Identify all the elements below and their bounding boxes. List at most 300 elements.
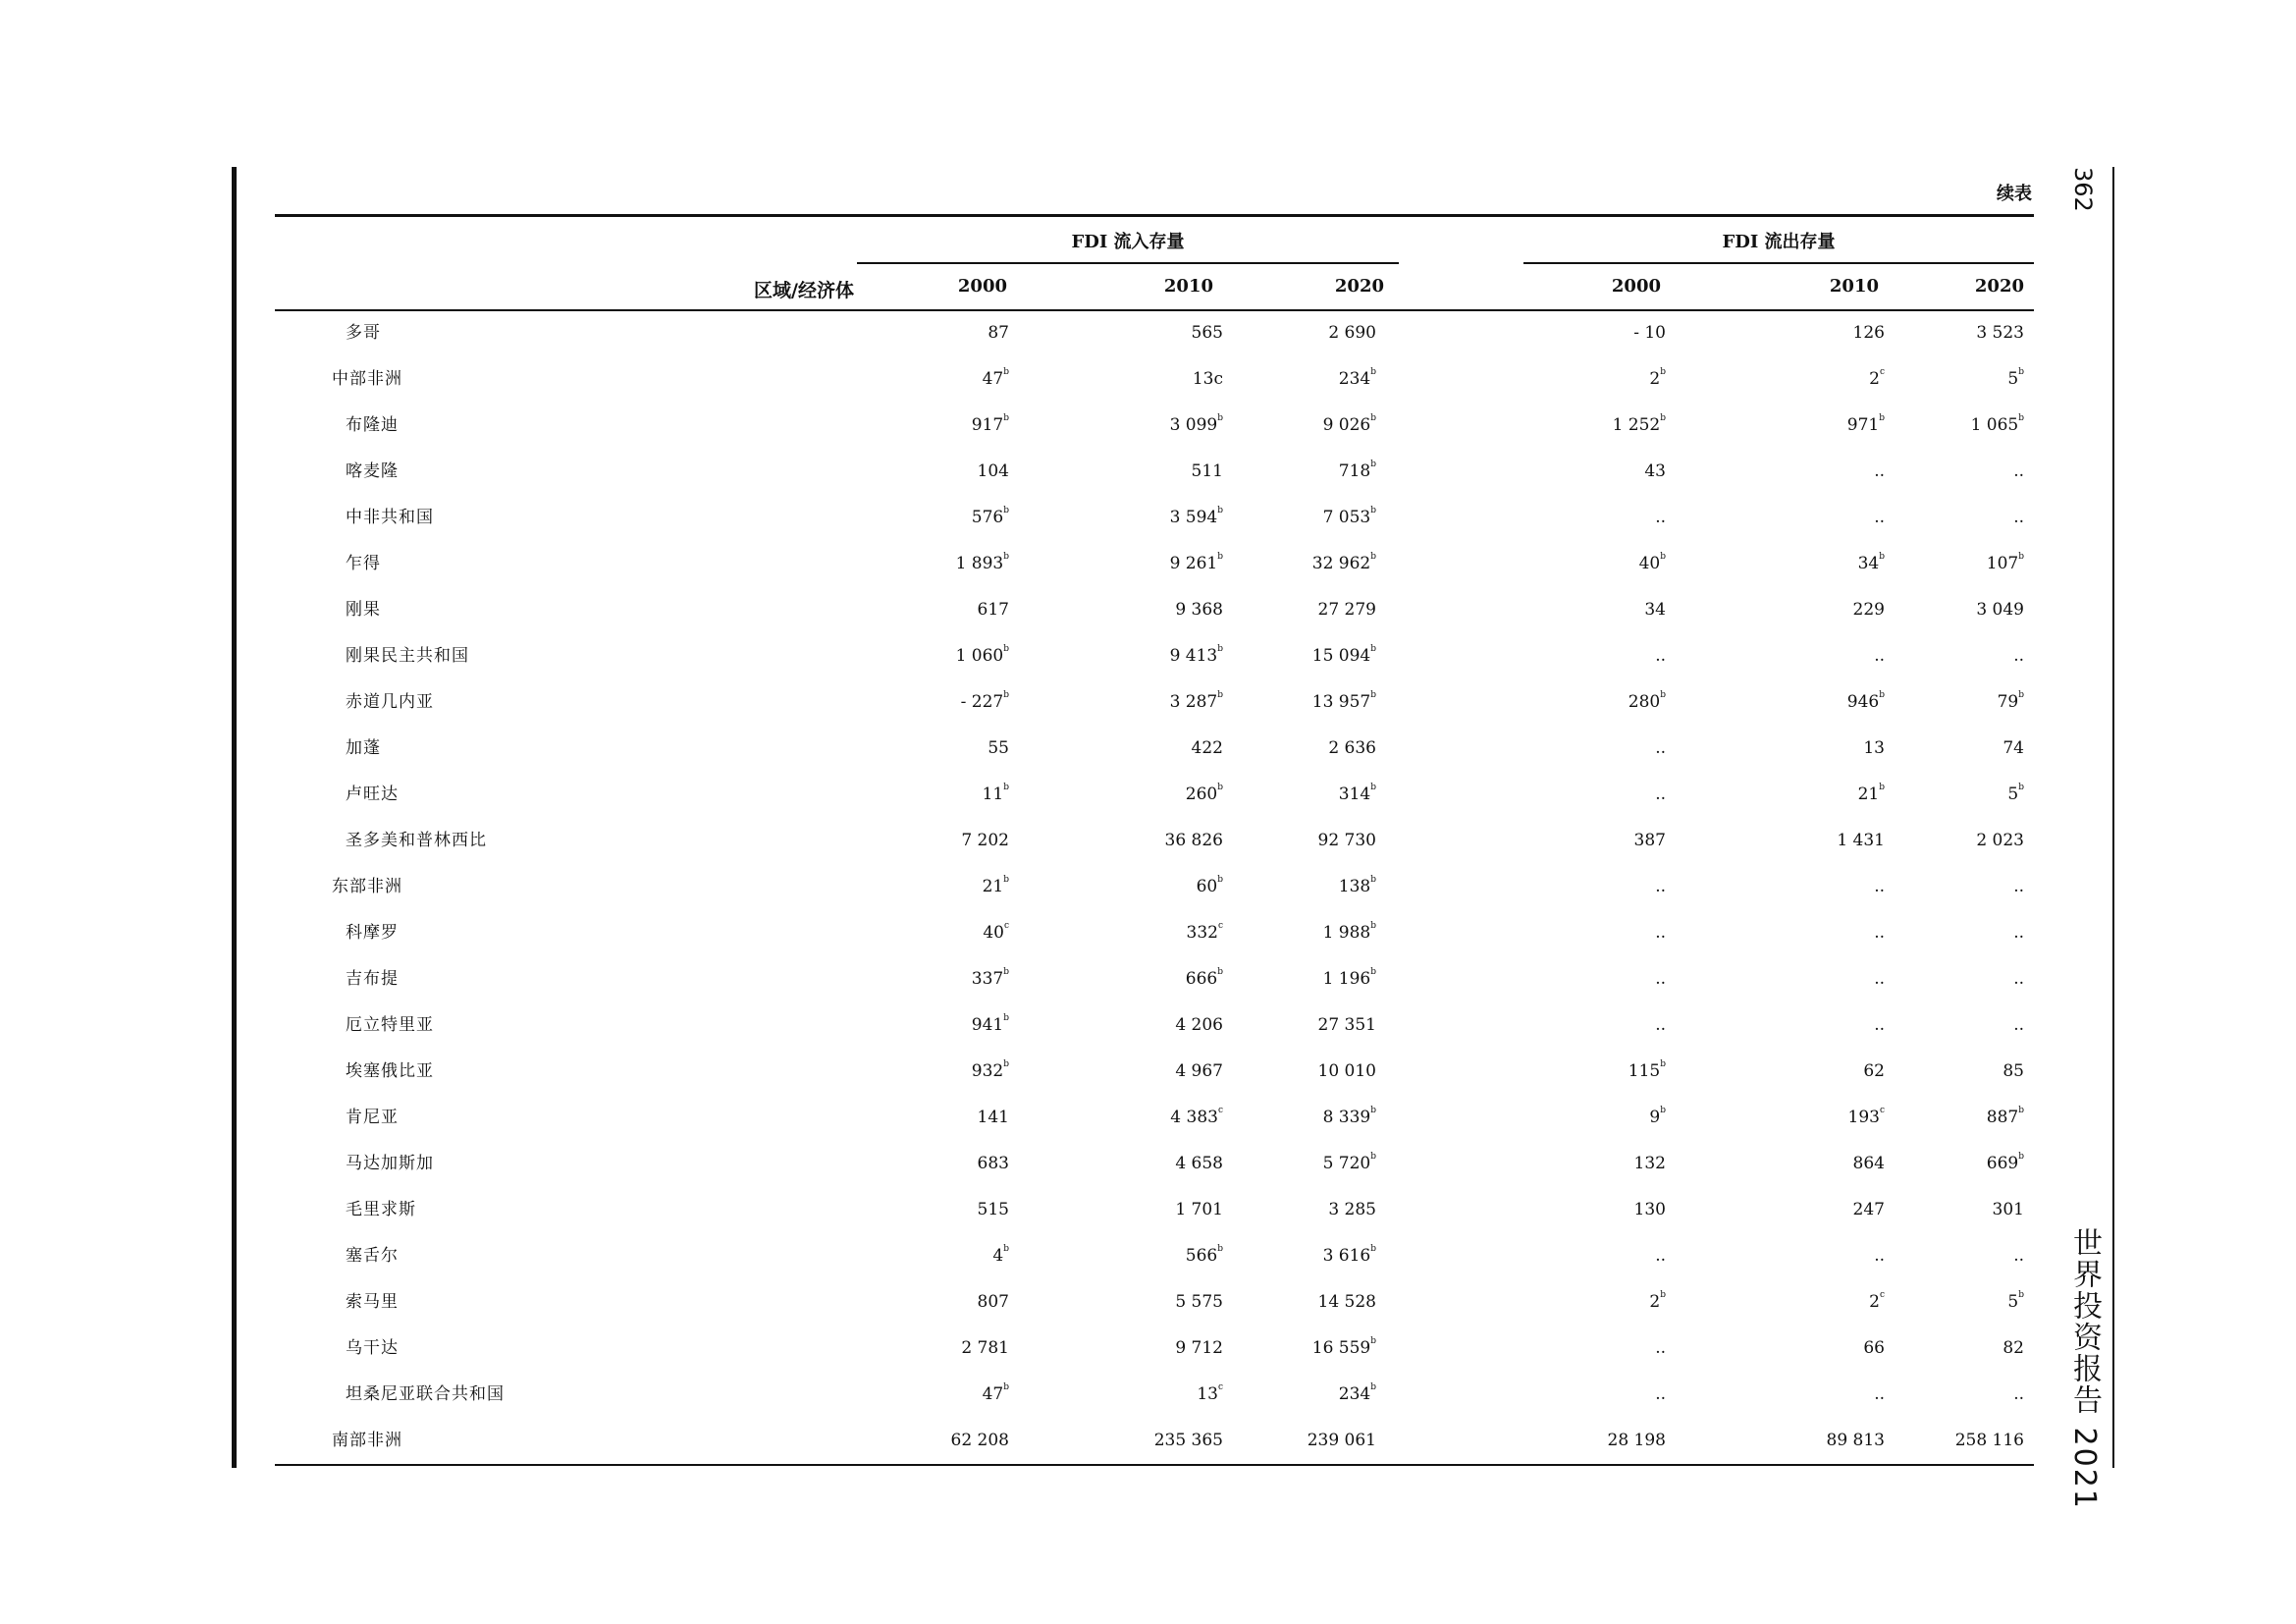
economy-name: 塞舌尔: [346, 1246, 399, 1266]
cell-value: 107: [1986, 554, 2019, 573]
table-cell: [1655, 971, 1666, 988]
cell-value: ..: [1655, 1246, 1666, 1266]
table-cell: [2007, 367, 2024, 389]
table-cell: [978, 602, 1009, 619]
table-row: [275, 1280, 2034, 1326]
table-cell: [1328, 1202, 1376, 1218]
cell-value: 87: [988, 323, 1009, 343]
cell-footnote-mark: b: [1879, 783, 1885, 792]
table-cell: [1185, 1244, 1223, 1266]
cell-value: 3 285: [1328, 1200, 1376, 1219]
right-margin-line: [2112, 167, 2114, 1468]
table-cell: [2013, 463, 2024, 480]
cell-value: 126: [1852, 323, 1885, 343]
table-body: [275, 311, 2034, 1465]
cell-footnote-mark: b: [2018, 690, 2024, 700]
cell-footnote-mark: b: [1003, 552, 1009, 562]
table-cell: [1322, 1106, 1376, 1127]
table-cell: [1986, 552, 2024, 573]
cell-footnote-mark: b: [1370, 1106, 1376, 1115]
economy-name: 多哥: [346, 323, 381, 343]
cell-value: ..: [2013, 1015, 2024, 1035]
cell-footnote-mark: b: [1370, 1244, 1376, 1254]
table-cell: [1649, 1106, 1666, 1127]
cell-footnote-mark: b: [1370, 967, 1376, 977]
table-cell: [971, 1059, 1009, 1081]
table-cell: [2013, 1386, 2024, 1403]
header-year-inward-2000: 2000: [957, 276, 1007, 297]
cell-value: 917: [971, 415, 1004, 435]
cell-value: 34: [1857, 554, 1880, 573]
cell-value: 14 528: [1317, 1292, 1376, 1312]
economy-name: 乍得: [346, 554, 381, 573]
table-row: [275, 1096, 2034, 1142]
cell-footnote-mark: b: [2018, 552, 2024, 562]
cell-value: 141: [977, 1108, 1009, 1127]
table-cell: [1175, 1340, 1223, 1357]
cell-footnote-mark: b: [1217, 783, 1223, 792]
economy-name: 埃塞俄比亚: [346, 1061, 434, 1081]
cell-value: 932: [971, 1061, 1004, 1081]
cell-value: ..: [1655, 877, 1666, 896]
cell-footnote-mark: b: [1217, 1244, 1223, 1254]
table-cell: [1874, 1386, 1885, 1403]
table-cell: [1338, 367, 1376, 389]
economy-name: 科摩罗: [346, 923, 399, 943]
table-row: [275, 680, 2034, 727]
cell-value: 60: [1196, 877, 1218, 896]
cell-value: ..: [2013, 969, 2024, 989]
table-cell: [1857, 552, 1885, 573]
cell-footnote-mark: b: [1370, 875, 1376, 885]
cell-footnote-mark: b: [1003, 967, 1009, 977]
table-cell: [1853, 1156, 1885, 1172]
table-row: [275, 404, 2034, 450]
cell-footnote-mark: b: [2018, 413, 2024, 423]
table-cell: [1318, 1063, 1376, 1080]
table-cell: [1955, 1433, 2024, 1449]
cell-value: 13 957: [1311, 692, 1371, 712]
cell-footnote-mark: b: [1217, 506, 1223, 515]
table-cell: [2013, 510, 2024, 526]
cell-value: 337: [971, 969, 1004, 989]
cell-value: 229: [1852, 600, 1885, 620]
economy-name: 肯尼亚: [346, 1108, 399, 1127]
table-cell: [1338, 875, 1376, 896]
cell-footnote-mark: b: [1217, 967, 1223, 977]
table-cell: [1970, 413, 2024, 435]
cell-value: 13c: [1192, 369, 1223, 389]
cell-value: 62: [1863, 1061, 1885, 1081]
cell-footnote-mark: b: [1370, 1152, 1376, 1162]
header-region-economy: 区域/经济体: [754, 280, 854, 301]
cell-value: ..: [1655, 1384, 1666, 1404]
cell-value: 247: [1852, 1200, 1885, 1219]
table-top-rule: [275, 214, 2034, 217]
cell-footnote-mark: b: [1370, 413, 1376, 423]
cell-value: 62 208: [950, 1431, 1009, 1450]
table-cell: [1196, 875, 1223, 896]
table-row: [275, 819, 2034, 865]
table-cell: [1318, 1294, 1376, 1311]
cell-value: 566: [1185, 1246, 1218, 1266]
cell-footnote-mark: b: [1370, 644, 1376, 654]
cell-value: 565: [1191, 323, 1223, 343]
economy-name: 赤道几内亚: [346, 692, 434, 712]
table-row: [275, 542, 2034, 588]
cell-value: 5 720: [1322, 1154, 1371, 1173]
table-cell: [1308, 1433, 1376, 1449]
table-cell: [1655, 925, 1666, 942]
cell-value: ..: [1874, 461, 1885, 481]
cell-footnote-mark: b: [2018, 367, 2024, 377]
cell-value: 4 206: [1175, 1015, 1223, 1035]
cell-footnote-mark: b: [1660, 690, 1666, 700]
cell-value: 235 365: [1153, 1431, 1223, 1450]
cell-value: 3 616: [1322, 1246, 1371, 1266]
cell-value: 511: [1191, 461, 1223, 481]
cell-value: 2 690: [1328, 323, 1376, 343]
table-row: [275, 727, 2034, 773]
cell-value: ..: [1655, 1015, 1666, 1035]
cell-value: 47: [982, 369, 1004, 389]
cell-footnote-mark: b: [2018, 1106, 2024, 1115]
table-cell: [2013, 1248, 2024, 1265]
cell-value: 9: [1649, 1108, 1661, 1127]
table-cell: [992, 1244, 1009, 1266]
cell-value: ..: [1655, 646, 1666, 666]
cell-value: ..: [2013, 923, 2024, 943]
cell-footnote-mark: b: [1660, 367, 1666, 377]
table-row: [275, 773, 2034, 819]
table-row: [275, 911, 2034, 957]
inward-group-rule: [857, 262, 1399, 264]
table-cell: [978, 1294, 1009, 1311]
table-cell: [1655, 1248, 1666, 1265]
header-year-inward-2010: 2010: [1163, 276, 1213, 297]
table-cell: [1338, 783, 1376, 804]
cell-footnote-mark: b: [1370, 367, 1376, 377]
cell-value: 2 781: [961, 1338, 1009, 1358]
table-cell: [1175, 1294, 1223, 1311]
running-title: 世界投资报告 2021: [2067, 1227, 2102, 1510]
table-cell: [978, 1202, 1009, 1218]
cell-value: 66: [1863, 1338, 1885, 1358]
cell-value: 234: [1338, 369, 1371, 389]
cell-footnote-mark: c: [1879, 367, 1885, 377]
table-row: [275, 1003, 2034, 1050]
cell-value: 3 099: [1169, 415, 1218, 435]
header-year-outward-2020: 2020: [1974, 276, 2024, 297]
table-cell: [1322, 967, 1376, 989]
table-cell: [1638, 552, 1666, 573]
table-cell: [2013, 1017, 2024, 1034]
cell-value: 130: [1633, 1200, 1666, 1219]
cell-value: 941: [971, 1015, 1004, 1035]
table-cell: [1874, 879, 1885, 895]
economy-name: 厄立特里亚: [346, 1015, 434, 1035]
table-row: [275, 496, 2034, 542]
cell-value: ..: [2013, 646, 2024, 666]
cell-footnote-mark: b: [1217, 552, 1223, 562]
cell-value: 16 559: [1311, 1338, 1371, 1358]
cell-footnote-mark: c: [1217, 1382, 1223, 1392]
cell-value: 314: [1338, 785, 1371, 804]
table-cell: [955, 552, 1009, 573]
cell-footnote-mark: b: [1660, 1059, 1666, 1069]
cell-value: 3 049: [1976, 600, 2024, 620]
table-cell: [1165, 833, 1223, 849]
table-cell: [1853, 602, 1885, 619]
table-cell: [1869, 367, 1885, 389]
cell-footnote-mark: c: [1879, 1106, 1885, 1115]
table-cell: [1612, 413, 1666, 435]
cell-footnote-mark: b: [1217, 875, 1223, 885]
table-cell: [1318, 833, 1376, 849]
header-year-outward-2000: 2000: [1611, 276, 1661, 297]
cell-footnote-mark: b: [1003, 783, 1009, 792]
table-cell: [2007, 1290, 2024, 1312]
cell-value: 43: [1644, 461, 1666, 481]
cell-value: 28 198: [1607, 1431, 1666, 1450]
table-cell: [2013, 925, 2024, 942]
table-cell: [1846, 413, 1885, 435]
table-cell: [1644, 602, 1666, 619]
header-fdi-inward-stock: FDI 流入存量: [1071, 232, 1185, 252]
table-cell: [1846, 690, 1885, 712]
cell-value: 32 962: [1311, 554, 1371, 573]
table-cell: [1175, 1063, 1223, 1080]
table-cell: [1322, 921, 1376, 943]
economy-name: 乌干达: [346, 1338, 399, 1358]
cell-value: 3 287: [1169, 692, 1218, 712]
cell-footnote-mark: b: [1370, 690, 1376, 700]
table-row: [275, 634, 2034, 680]
table-cell: [1874, 648, 1885, 665]
left-margin-bar: [232, 167, 237, 1468]
table-cell: [1655, 510, 1666, 526]
table-cell: [1655, 879, 1666, 895]
economy-name: 布隆迪: [346, 415, 399, 435]
economy-name: 马达加斯加: [346, 1154, 434, 1173]
cell-value: 9 368: [1175, 600, 1223, 620]
table-cell: [961, 833, 1009, 849]
table-row: [275, 1142, 2034, 1188]
table-cell: [978, 1110, 1009, 1126]
cell-value: 1 065: [1970, 415, 2019, 435]
table-cell: [1986, 1152, 2024, 1173]
table-cell: [1655, 740, 1666, 757]
cell-value: ..: [1874, 1384, 1885, 1404]
cell-footnote-mark: b: [1003, 1382, 1009, 1392]
cell-footnote-mark: b: [2018, 1290, 2024, 1300]
table-cell: [961, 1340, 1009, 1357]
header-year-outward-2010: 2010: [1829, 276, 1879, 297]
cell-footnote-mark: b: [1370, 783, 1376, 792]
table-cell: [971, 506, 1009, 527]
cell-value: 193: [1847, 1108, 1880, 1127]
table-cell: [1628, 690, 1666, 712]
table-row: [275, 865, 2034, 911]
cell-value: 2: [1869, 1292, 1880, 1312]
cell-value: 3 594: [1169, 508, 1218, 527]
table-row: [275, 1419, 2034, 1465]
cell-footnote-mark: b: [1003, 506, 1009, 515]
table-cell: [1634, 833, 1666, 849]
cell-value: ..: [1655, 969, 1666, 989]
table-cell: [1874, 925, 1885, 942]
table-cell: [1175, 602, 1223, 619]
cell-footnote-mark: b: [1660, 413, 1666, 423]
cell-value: 9 026: [1322, 415, 1371, 435]
table-cell: [1874, 1017, 1885, 1034]
continued-label: 续表: [1997, 184, 2032, 204]
table-cell: [1328, 325, 1376, 342]
cell-value: 10 010: [1317, 1061, 1376, 1081]
table-cell: [1318, 602, 1376, 619]
cell-value: 27 351: [1317, 1015, 1376, 1035]
cell-value: 132: [1633, 1154, 1666, 1173]
table-cell: [1853, 325, 1885, 342]
cell-value: 1 060: [955, 646, 1004, 666]
cell-value: 280: [1628, 692, 1661, 712]
table-cell: [1169, 413, 1223, 435]
cell-value: 9 261: [1169, 554, 1218, 573]
table-bottom-rule: [275, 1464, 2034, 1466]
cell-value: 260: [1185, 785, 1218, 804]
table-cell: [1318, 1017, 1376, 1034]
cell-value: ..: [1874, 923, 1885, 943]
table-cell: [1311, 644, 1376, 666]
cell-footnote-mark: b: [1370, 460, 1376, 469]
cell-footnote-mark: b: [1003, 1244, 1009, 1254]
cell-value: ..: [1655, 508, 1666, 527]
table-cell: [1175, 1017, 1223, 1034]
cell-value: - 10: [1633, 323, 1666, 343]
cell-footnote-mark: b: [1217, 644, 1223, 654]
cell-value: 617: [977, 600, 1009, 620]
cell-value: 807: [977, 1292, 1009, 1312]
table-cell: [988, 740, 1009, 757]
table-cell: [1649, 1290, 1666, 1312]
economy-name: 卢旺达: [346, 785, 399, 804]
cell-value: 718: [1338, 461, 1371, 481]
table-cell: [1976, 602, 2024, 619]
table-cell: [1634, 1202, 1666, 1218]
table-row: [275, 450, 2034, 496]
table-cell: [1328, 740, 1376, 757]
cell-value: 9 413: [1169, 646, 1218, 666]
table-cell: [1655, 1340, 1666, 1357]
cell-value: 683: [977, 1154, 1009, 1173]
cell-footnote-mark: c: [1003, 921, 1009, 931]
table-cell: [1311, 552, 1376, 573]
cell-value: 4: [992, 1246, 1004, 1266]
cell-value: ..: [1874, 508, 1885, 527]
cell-value: 55: [988, 738, 1009, 758]
cell-value: ..: [1874, 646, 1885, 666]
cell-value: 3 523: [1976, 323, 2024, 343]
table-cell: [1976, 833, 2024, 849]
cell-footnote-mark: b: [1003, 1013, 1009, 1023]
table-cell: [1874, 463, 1885, 480]
cell-value: 2: [1649, 369, 1661, 389]
cell-footnote-mark: b: [1003, 875, 1009, 885]
table-row: [275, 1050, 2034, 1096]
table-cell: [1634, 1156, 1666, 1172]
cell-value: ..: [1655, 785, 1666, 804]
table-cell: [1863, 1063, 1885, 1080]
cell-value: 1 701: [1175, 1200, 1223, 1219]
table-row: [275, 1188, 2034, 1234]
economy-name: 圣多美和普林西比: [346, 831, 487, 850]
region-name: 中部非洲: [332, 369, 402, 389]
cell-value: 5: [2007, 369, 2019, 389]
cell-footnote-mark: c: [1217, 1106, 1223, 1115]
cell-footnote-mark: b: [1003, 690, 1009, 700]
table-cell: [978, 463, 1009, 480]
cell-footnote-mark: b: [1370, 506, 1376, 515]
table-cell: [1976, 325, 2024, 342]
cell-footnote-mark: b: [2018, 1152, 2024, 1162]
table-cell: [2013, 648, 2024, 665]
cell-value: 7 202: [961, 831, 1009, 850]
cell-value: ..: [2013, 1384, 2024, 1404]
table-cell: [1185, 967, 1223, 989]
table-cell: [988, 325, 1009, 342]
table-cell: [982, 875, 1009, 896]
table-cell: [955, 644, 1009, 666]
outward-group-rule: [1523, 262, 2034, 264]
cell-value: 4 383: [1170, 1108, 1218, 1127]
cell-footnote-mark: b: [1003, 1059, 1009, 1069]
page-number: 362: [2069, 167, 2097, 212]
cell-value: 13: [1863, 738, 1885, 758]
cell-value: 8 339: [1322, 1108, 1371, 1127]
economy-name: 喀麦隆: [346, 461, 399, 481]
table-cell: [1993, 1202, 2024, 1218]
table-cell: [971, 413, 1009, 435]
cell-value: 4 967: [1175, 1061, 1223, 1081]
table-cell: [1338, 460, 1376, 481]
cell-value: 2: [1869, 369, 1880, 389]
cell-value: ..: [2013, 508, 2024, 527]
cell-value: ..: [1655, 1338, 1666, 1358]
table-cell: [2013, 971, 2024, 988]
cell-footnote-mark: b: [1660, 1106, 1666, 1115]
table-cell: [1649, 367, 1666, 389]
cell-footnote-mark: b: [1370, 921, 1376, 931]
economy-name: 毛里求斯: [346, 1200, 416, 1219]
cell-value: - 227: [960, 692, 1004, 712]
table-cell: [1608, 1433, 1666, 1449]
cell-value: 1 431: [1837, 831, 1885, 850]
cell-value: ..: [1874, 1246, 1885, 1266]
cell-value: 5 575: [1175, 1292, 1223, 1312]
table-cell: [960, 690, 1009, 712]
table-cell: [1175, 1202, 1223, 1218]
table-cell: [1169, 552, 1223, 573]
table-row: [275, 357, 2034, 404]
economy-name: 坦桑尼亚联合共和国: [346, 1384, 505, 1404]
cell-value: ..: [1874, 1015, 1885, 1035]
header-fdi-outward-stock: FDI 流出存量: [1722, 232, 1836, 252]
cell-footnote-mark: b: [1879, 690, 1885, 700]
table-cell: [951, 1433, 1009, 1449]
table-cell: [2002, 1340, 2024, 1357]
table-cell: [1170, 1106, 1223, 1127]
table-cell: [1853, 1202, 1885, 1218]
